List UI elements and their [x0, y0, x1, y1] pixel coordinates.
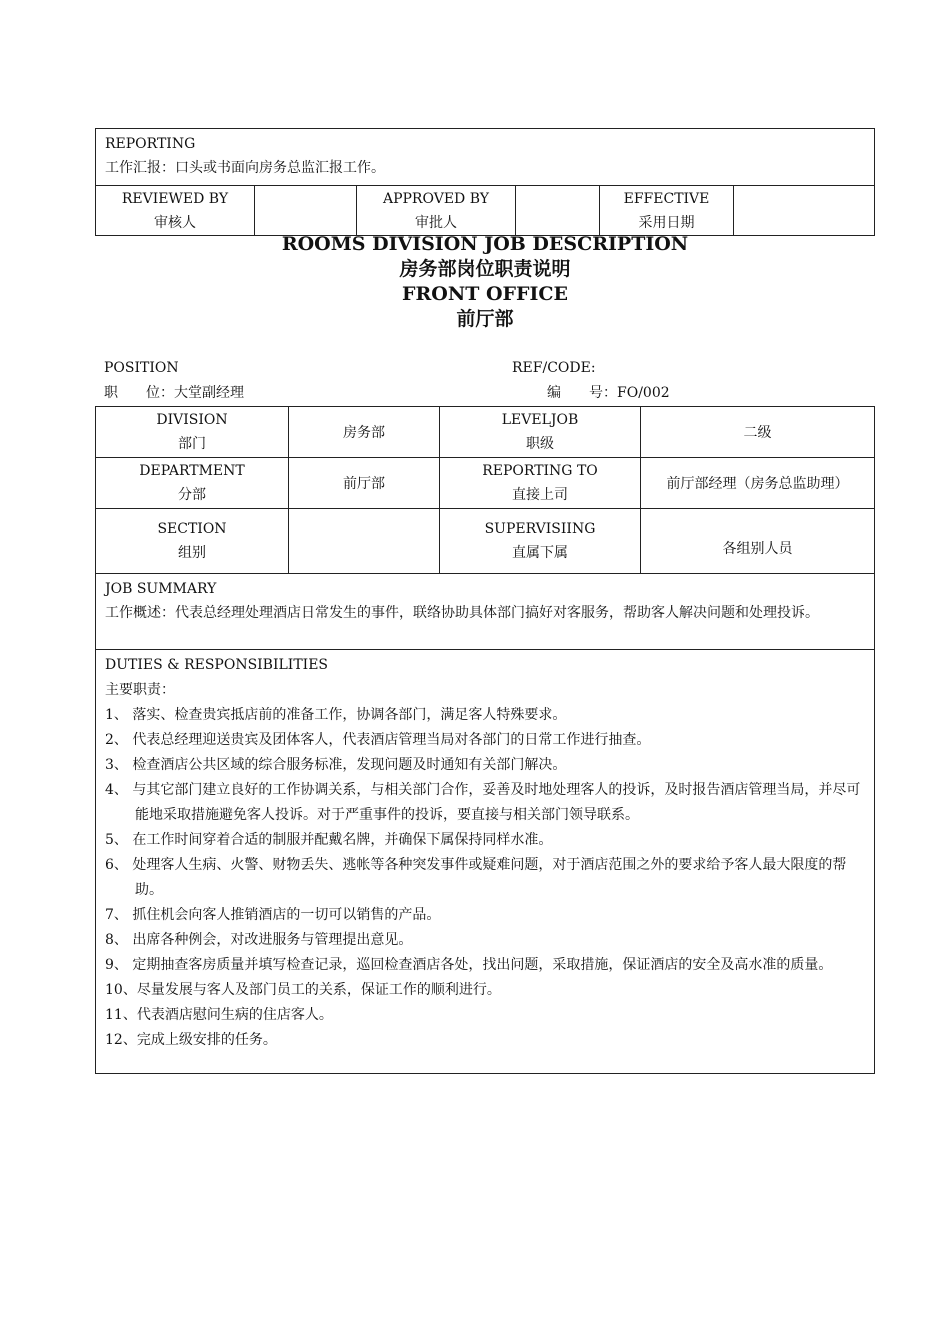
approved-by-label-en: APPROVED BY [382, 190, 489, 207]
department-label-zh: 分部 [178, 487, 206, 503]
duty-item: 1、 落实、检查贵宾抵店前的准备工作，协调各部门，满足客人特殊要求。 [105, 707, 567, 723]
duty-item: 6、 处理客人生病、火警、财物丢失、逃帐等各种突发事件或疑难问题，对于酒店范围之外的要求给予客人最大限度的帮助。 [105, 857, 847, 898]
reviewed-by-label-en: REVIEWED BY [121, 190, 229, 207]
position-label-en: POSITION [104, 360, 179, 376]
title-line-3: FRONT OFFICE [402, 283, 568, 305]
ref-code-label-en: REF/CODE: [512, 360, 596, 376]
job-summary-cell [96, 574, 875, 650]
duties-label-zh: 主要职责： [105, 682, 175, 698]
section-value [289, 509, 440, 574]
section-label-en: SECTION [157, 521, 227, 537]
level-label-zh: 职级 [526, 436, 554, 452]
duty-item: 2、 代表总经理迎送贵宾及团体客人，代表酒店管理当局对各部门的日常工作进行抽查。 [105, 732, 651, 748]
reporting-cell [96, 129, 875, 186]
title-line-1: ROOMS DIVISION JOB DESCRIPTION [281, 233, 689, 255]
division-value: 房务部 [289, 407, 440, 458]
approved-by-label-zh: 审批人 [415, 214, 457, 231]
supervising-label-zh: 直属下属 [512, 545, 568, 561]
position-label-zh: 职 位：大堂副经理 [104, 385, 244, 401]
supervising-value: 各组别人员 [641, 509, 875, 574]
duty-item: 4、 与其它部门建立良好的工作协调关系，与相关部门合作，妥善及时地处理客人的投诉，及时报告酒店管理当局，并尽可能地采取措施避免客人投诉。对于严重事件的投诉，要直接与相关部门领导联系。 [105, 782, 861, 823]
section-label-cell [96, 509, 289, 574]
duty-item: 7、 抓住机会向客人推销酒店的一切可以销售的产品。 [105, 907, 441, 923]
duty-item: 10、尽量发展与客人及部门员工的关系，保证工作的顺利进行。 [105, 982, 501, 998]
title-line-4: 前厅部 [456, 308, 514, 330]
reporting-to-value: 前厅部经理（房务总监助理） [641, 458, 875, 509]
duty-item: 8、 出席各种例会，对改进服务与管理提出意见。 [105, 932, 413, 948]
effective-cell [600, 186, 734, 236]
duty-item: 12、完成上级安排的任务。 [105, 1032, 277, 1048]
job-info-table [95, 406, 875, 1074]
approved-by-value [516, 186, 600, 236]
duty-item: 9、 定期抽查客房质量并填写检查记录，巡回检查酒店各处，找出问题，采取措施，保证酒店的安全及高水准的质量。 [105, 957, 833, 973]
position-right [512, 356, 872, 406]
reporting-text: 工作汇报：口头或书面向房务总监汇报工作。 [105, 160, 385, 176]
level-value: 二级 [641, 407, 875, 458]
position-left [104, 356, 504, 406]
reporting-label: REPORTING [105, 136, 196, 152]
reviewed-by-label-zh: 审核人 [154, 214, 196, 231]
reporting-to-label-zh: 直接上司 [512, 487, 568, 503]
reviewed-by-value [255, 186, 357, 236]
duties-cell [96, 650, 875, 1074]
effective-value [734, 186, 875, 236]
department-value: 前厅部 [289, 458, 440, 509]
supervising-label-en: SUPERVISIING [484, 521, 596, 537]
reporting-approval-table [95, 128, 875, 236]
duty-item: 5、 在工作时间穿着合适的制服并配戴名牌，并确保下属保持同样水准。 [105, 832, 553, 848]
department-label-en: DEPARTMENT [139, 463, 245, 479]
ref-code-label-zh: 编 号：FO/002 [547, 385, 670, 401]
department-label-cell [96, 458, 289, 509]
level-label-cell [440, 407, 641, 458]
title-line-2: 房务部岗位职责说明 [399, 258, 571, 280]
duties-label-en: DUTIES & RESPONSIBILITIES [105, 657, 329, 673]
effective-label-zh: 采用日期 [638, 214, 695, 231]
supervising-label-cell [440, 509, 641, 574]
division-label-zh: 部门 [178, 436, 206, 452]
job-summary-text: 工作概述：代表总经理处理酒店日常发生的事件，联络协助具体部门搞好对客服务，帮助客人解决问题和处理投诉。 [105, 605, 819, 621]
division-label-cell [96, 407, 289, 458]
job-summary-label: JOB SUMMARY [105, 581, 217, 597]
reporting-to-label-en: REPORTING TO [482, 463, 598, 479]
section-label-zh: 组别 [178, 545, 206, 561]
duty-item: 3、 检查酒店公共区域的综合服务标准，发现问题及时通知有关部门解决。 [105, 757, 567, 773]
reporting-to-label-cell [440, 458, 641, 509]
approved-by-cell [357, 186, 516, 236]
effective-label-en: EFFECTIVE [623, 190, 710, 207]
duty-item: 11、代表酒店慰问生病的住店客人。 [105, 1007, 333, 1023]
reviewed-by-cell [96, 186, 255, 236]
document-title [95, 232, 875, 332]
level-label-en: LEVELJOB [501, 412, 579, 428]
division-label-en: DIVISION [156, 412, 228, 428]
